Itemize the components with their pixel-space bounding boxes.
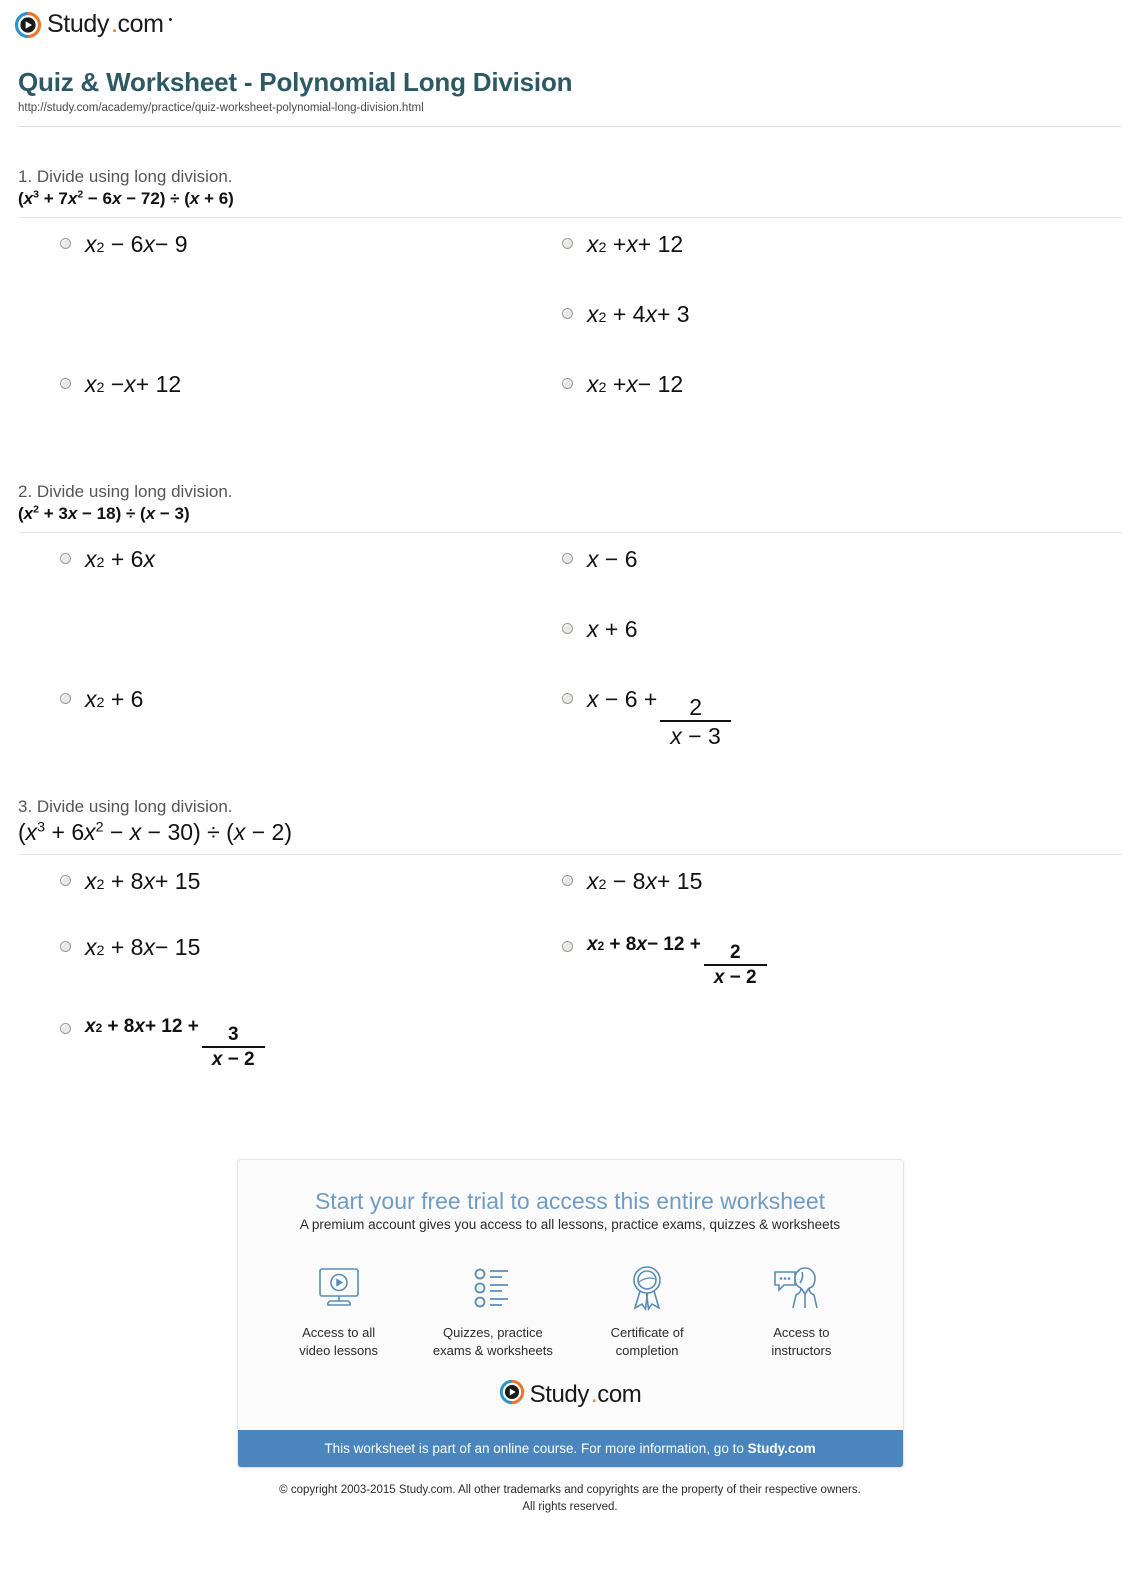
award-ribbon-icon [622, 1262, 672, 1314]
radio-icon[interactable] [562, 308, 573, 319]
question-2-expression: $(x^2 + 3x - 18) \div (x - 3)$ [18, 503, 190, 523]
feature-video-lessons [262, 1262, 416, 1359]
option-1d-label: x 2 − x + 12 [85, 371, 182, 397]
option-1e-label: x 2 + x − 12 [587, 371, 684, 397]
option-2e[interactable] [538, 687, 1122, 757]
fraction-denominator: x − 3 [660, 720, 731, 749]
fraction-denominator: x − 2 [202, 1046, 265, 1071]
question-3-expression: $(x^3 + 6x^2 - x - 30) \div (x - 2)$ [18, 819, 292, 845]
checklist-icon [468, 1262, 518, 1314]
header-block [0, 39, 1140, 127]
radio-icon[interactable] [60, 553, 71, 564]
logo-trademark: • [168, 14, 173, 26]
feature-certificate [570, 1262, 724, 1359]
option-3a-label: x 2 + 8 x + 15 [85, 868, 201, 894]
question-2-prompt: 2. Divide using long division. [18, 482, 233, 501]
option-1c[interactable] [538, 302, 1122, 372]
option-spacer [538, 1017, 1122, 1103]
copyright-footer [0, 1482, 1140, 1515]
copyright-line-2: All rights reserved. [522, 1500, 618, 1513]
page-title: Quiz & Worksheet - Polynomial Long Division [18, 67, 573, 97]
radio-icon[interactable] [562, 623, 573, 634]
fraction-numerator: 2 [729, 942, 741, 963]
promo-banner[interactable] [238, 1430, 903, 1467]
radio-icon[interactable] [562, 378, 573, 389]
fraction [704, 943, 767, 989]
option-1e[interactable] [538, 372, 1122, 442]
question-1-expression: $(x^3 + 7x^2 - 6x - 72) \div (x + 6)$ [18, 188, 234, 208]
fraction [202, 1025, 265, 1071]
radio-icon[interactable] [562, 875, 573, 886]
logo-text-dotcom: .com [110, 10, 164, 38]
option-2a[interactable] [18, 547, 538, 617]
option-2d[interactable] [18, 687, 538, 757]
option-spacer [18, 302, 538, 372]
radio-icon[interactable] [562, 553, 573, 564]
feature-certificate-text: Certificate of completion [610, 1325, 684, 1358]
option-2c[interactable] [538, 617, 1122, 687]
option-2c-label: x + 6 [587, 616, 638, 642]
option-1b[interactable] [538, 232, 1122, 302]
header-divider [18, 126, 1122, 127]
option-3d[interactable] [538, 935, 1122, 1017]
option-3e[interactable] [18, 1017, 538, 1103]
option-2b-label: x − 6 [587, 546, 638, 572]
page-url: http://study.com/academy/practice/quiz-worksheet-polynomial-long-division.html [18, 102, 424, 114]
option-3a[interactable] [18, 869, 538, 935]
site-logo [0, 0, 1140, 39]
promo-card [237, 1159, 904, 1468]
promo-banner-link[interactable]: Study.com [747, 1441, 816, 1457]
logo-text-study: Study [47, 10, 109, 38]
radio-icon[interactable] [60, 693, 71, 704]
option-2b[interactable] [538, 547, 1122, 617]
question-2-options [18, 533, 1122, 757]
option-1d[interactable] [18, 372, 538, 442]
radio-icon[interactable] [562, 238, 573, 249]
option-3b[interactable] [538, 869, 1122, 935]
option-1b-label: x 2 + x + 12 [587, 231, 684, 257]
questions-list [0, 167, 1140, 1103]
question-3-options [18, 855, 1122, 1103]
question-2 [18, 482, 1122, 757]
radio-icon[interactable] [60, 238, 71, 249]
radio-icon[interactable] [60, 378, 71, 389]
promo-banner-text: This worksheet is part of an online course. For more information, go to [324, 1441, 748, 1457]
fraction-numerator: 2 [689, 694, 702, 720]
feature-instructors [724, 1262, 878, 1359]
copyright-line-1: © copyright 2003-2015 Study.com. All other trademarks and copyrights are the property of their respective owners. [279, 1484, 861, 1497]
option-spacer [18, 617, 538, 687]
option-1a-label: x 2 − 6 x − 9 [85, 231, 188, 257]
question-1-prompt: 1. Divide using long division. [18, 167, 233, 186]
option-2e-label: x − 6 + $\frac{2}{x - 3}$ [587, 687, 734, 742]
play-circle-icon [14, 11, 42, 39]
option-3c[interactable] [18, 935, 538, 1017]
promo-headline: Start your free trial to access this entire worksheet [314, 1188, 826, 1214]
promo-section [0, 1159, 1140, 1468]
option-1c-label: x 2 + 4 x + 3 [587, 301, 690, 327]
fraction-denominator: x − 2 [704, 964, 767, 989]
feature-video-lessons-text: Access to all video lessons [299, 1325, 379, 1358]
option-1a[interactable] [18, 232, 538, 302]
option-2a-label: x 2 + 6 x [85, 546, 155, 572]
option-3b-label: x 2 − 8 x + 15 [587, 868, 703, 894]
question-3-prompt: 3. Divide using long division. [18, 797, 233, 816]
question-1-options [18, 218, 1122, 442]
instructor-chat-icon [773, 1262, 829, 1314]
option-3e-label: x 2 + 8 x + 12 + $\frac{3}{x - 2}$ [85, 1017, 268, 1063]
radio-icon[interactable] [60, 875, 71, 886]
feature-quizzes [416, 1262, 570, 1359]
monitor-play-icon [314, 1262, 364, 1314]
promo-features [238, 1236, 903, 1375]
fraction [660, 695, 731, 750]
fraction-numerator: 3 [227, 1024, 239, 1045]
option-2d-label: x 2 + 6 [85, 686, 144, 712]
promo-logo-text-dotcom: .com [590, 1380, 642, 1408]
radio-icon[interactable] [562, 941, 573, 952]
radio-icon[interactable] [60, 941, 71, 952]
radio-icon[interactable] [60, 1023, 71, 1034]
play-circle-icon [499, 1379, 525, 1410]
radio-icon[interactable] [562, 693, 573, 704]
question-1 [18, 167, 1122, 442]
promo-subtext: A premium account gives you access to all lessons, practice exams, quizzes & worksheets [299, 1217, 841, 1232]
promo-logo-text-study: Study [529, 1380, 589, 1408]
feature-instructors-text: Access to instructors [771, 1325, 832, 1358]
promo-logo [238, 1375, 903, 1430]
option-3c-label: x 2 + 8 x − 15 [85, 934, 201, 960]
question-3 [18, 797, 1122, 1103]
feature-quizzes-text: Quizzes, practice exams & worksheets [432, 1325, 553, 1358]
option-3d-label: x 2 + 8 x − 12 + $\frac{2}{x - 2}$ [587, 935, 770, 981]
